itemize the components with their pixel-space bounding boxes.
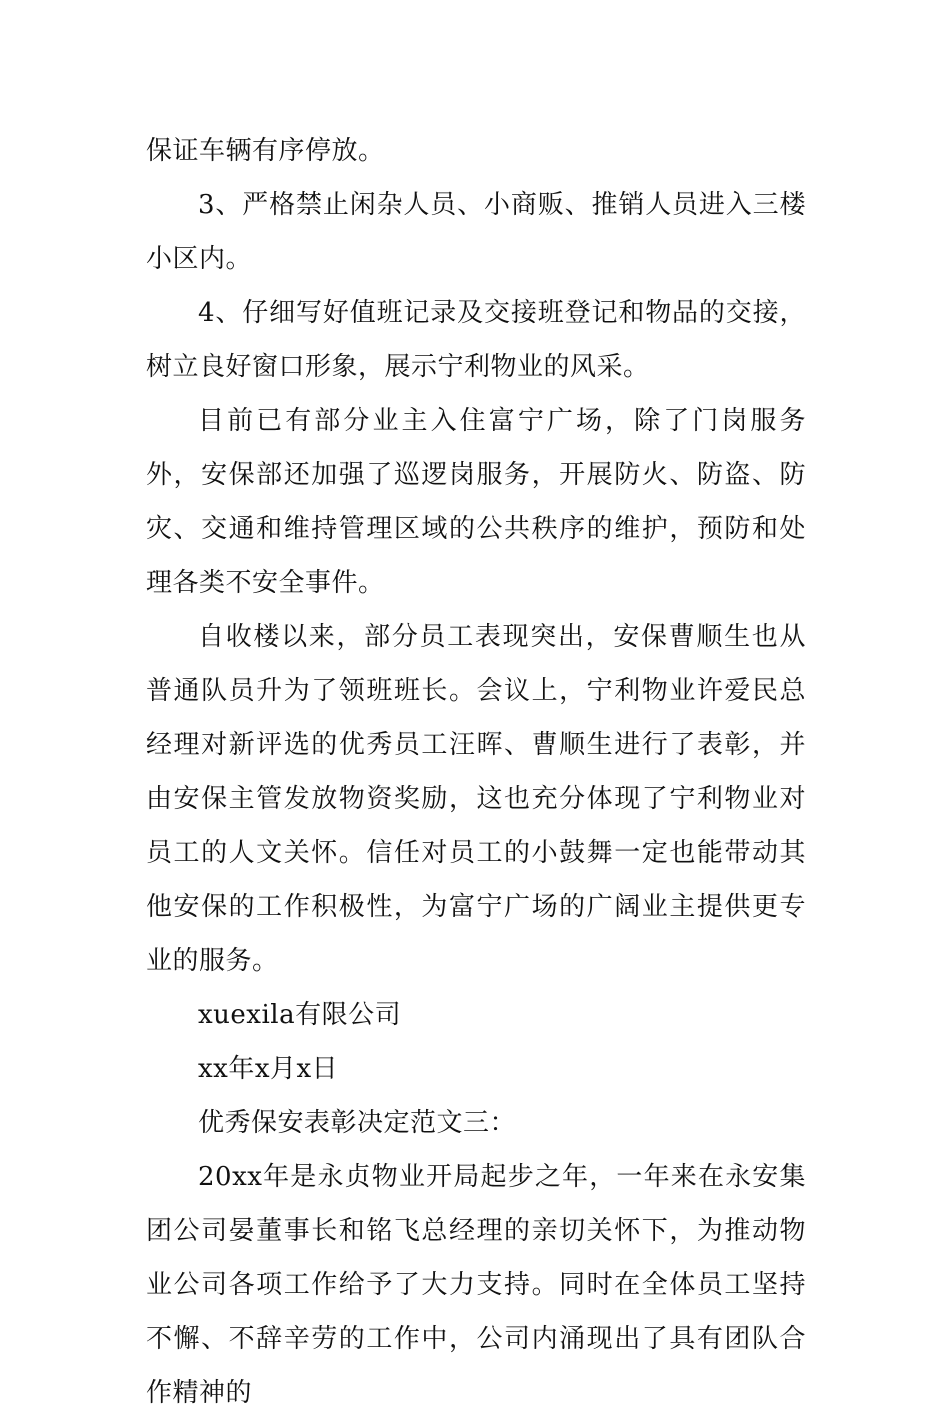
paragraph-item-3: 3、严格禁止闲杂人员、小商贩、推销人员进入三楼小区内。 — [146, 190, 806, 274]
paragraph-item-4: 4、仔细写好值班记录及交接班登记和物品的交接，树立良好窗口形象，展示宁利物业的风采。 — [146, 298, 806, 382]
document-body — [146, 124, 806, 1420]
signature-date: xx年x月x日 — [198, 1054, 339, 1084]
paragraph-annual-review: 20xx年是永贞物业开局起步之年，一年来在永安集团公司晏董事长和铭飞总经理的亲切关怀下，为推动物业公司各项工作给予了大力支持。同时在全体员工坚持不懈、不辞辛劳的工作中，公司内涌现出了具有团队合作精神的 — [146, 1162, 806, 1408]
section-heading: 优秀保安表彰决定范文三： — [198, 1108, 517, 1138]
signature-company: xuexila有限公司 — [198, 1000, 402, 1030]
paragraph-continuation: 保证车辆有序停放。 — [146, 136, 385, 166]
paragraph-security-service: 目前已有部分业主入住富宁广场，除了门岗服务外，安保部还加强了巡逻岗服务，开展防火、防盗、防灾、交通和维持管理区域的公共秩序的维护，预防和处理各类不安全事件。 — [146, 406, 806, 598]
paragraph-commendation: 自收楼以来，部分员工表现突出，安保曹顺生也从普通队员升为了领班班长。会议上，宁利物业许爱民总经理对新评选的优秀员工汪晖、曹顺生进行了表彰，并由安保主管发放物资奖励，这也充分体现了宁利物业对员工的人文关怀。信任对员工的小鼓舞一定也能带动其他安保的工作积极性，为富宁广场的广阔业主提供更专业的服务。 — [146, 622, 806, 976]
